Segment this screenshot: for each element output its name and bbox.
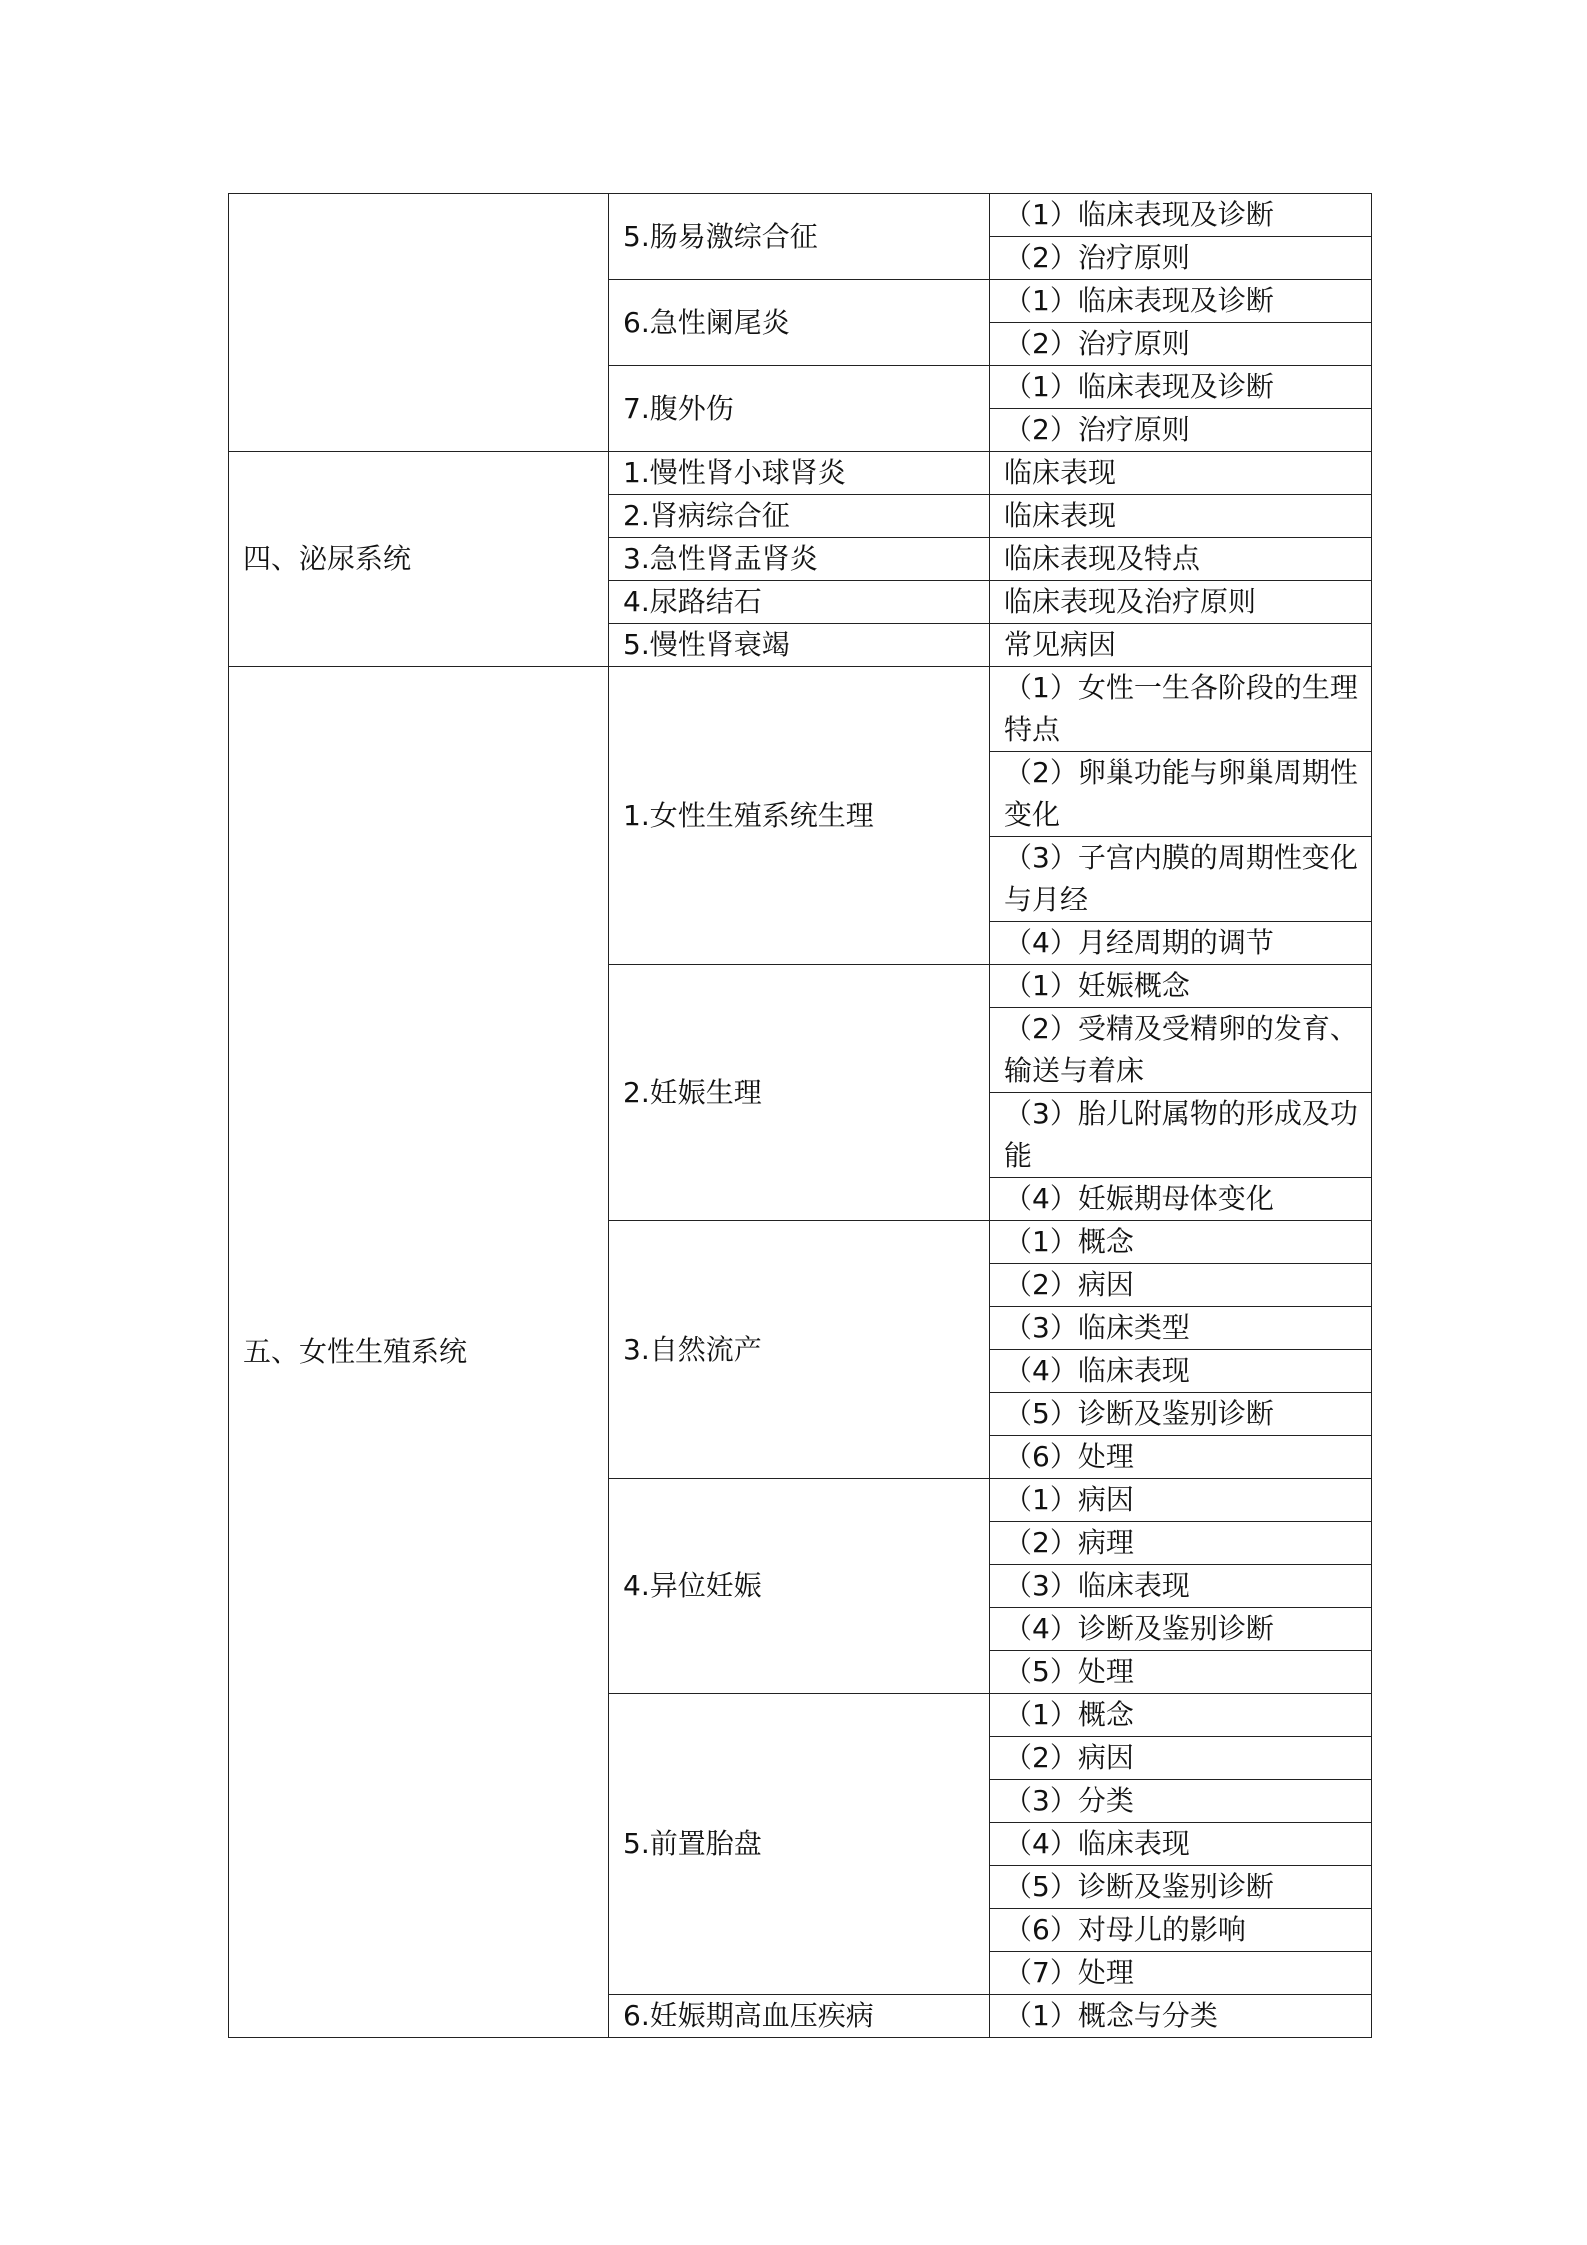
topic-cell: 7.腹外伤	[609, 366, 990, 452]
item-cell: （5）诊断及鉴别诊断	[990, 1393, 1372, 1436]
syllabus-table	[228, 193, 1372, 2038]
item-cell: （1）病因	[990, 1479, 1372, 1522]
topic-cell: 3.急性肾盂肾炎	[609, 538, 990, 581]
table-row	[229, 194, 1372, 237]
topic-cell: 1.慢性肾小球肾炎	[609, 452, 990, 495]
item-cell: （2）病因	[990, 1264, 1372, 1307]
item-cell: （4）月经周期的调节	[990, 922, 1372, 965]
topic-cell: 5.慢性肾衰竭	[609, 624, 990, 667]
item-cell: 临床表现及特点	[990, 538, 1372, 581]
item-cell: （5）诊断及鉴别诊断	[990, 1866, 1372, 1909]
item-cell: （1）临床表现及诊断	[990, 366, 1372, 409]
item-cell: （4）临床表现	[990, 1823, 1372, 1866]
item-cell: （2）病理	[990, 1522, 1372, 1565]
item-cell: （4）诊断及鉴别诊断	[990, 1608, 1372, 1651]
item-cell: （4）临床表现	[990, 1350, 1372, 1393]
item-cell: （1）妊娠概念	[990, 965, 1372, 1008]
item-cell: （5）处理	[990, 1651, 1372, 1694]
item-cell: （3）临床表现	[990, 1565, 1372, 1608]
item-cell: （3）子宫内膜的周期性变化与月经	[990, 837, 1372, 922]
item-cell: （2）治疗原则	[990, 409, 1372, 452]
item-cell: （1）女性一生各阶段的生理特点	[990, 667, 1372, 752]
table-row	[229, 667, 1372, 752]
item-cell: （4）妊娠期母体变化	[990, 1178, 1372, 1221]
item-cell: 临床表现	[990, 452, 1372, 495]
item-cell: （1）概念	[990, 1221, 1372, 1264]
topic-cell: 4.尿路结石	[609, 581, 990, 624]
item-cell: 临床表现	[990, 495, 1372, 538]
topic-cell: 1.女性生殖系统生理	[609, 667, 990, 965]
item-cell: （2）治疗原则	[990, 237, 1372, 280]
topic-cell: 6.妊娠期高血压疾病	[609, 1995, 990, 2038]
topic-cell: 5.肠易激综合征	[609, 194, 990, 280]
item-cell: （3）胎儿附属物的形成及功能	[990, 1093, 1372, 1178]
item-cell: （1）概念	[990, 1694, 1372, 1737]
item-cell: （3）临床类型	[990, 1307, 1372, 1350]
topic-cell: 6.急性阑尾炎	[609, 280, 990, 366]
topic-cell: 2.妊娠生理	[609, 965, 990, 1221]
topic-cell: 5.前置胎盘	[609, 1694, 990, 1995]
item-cell: 常见病因	[990, 624, 1372, 667]
item-cell: （6）处理	[990, 1436, 1372, 1479]
topic-cell: 4.异位妊娠	[609, 1479, 990, 1694]
item-cell: （2）受精及受精卵的发育、输送与着床	[990, 1008, 1372, 1093]
item-cell: 临床表现及治疗原则	[990, 581, 1372, 624]
category-cell	[229, 194, 609, 452]
item-cell: （6）对母儿的影响	[990, 1909, 1372, 1952]
category-cell: 四、泌尿系统	[229, 452, 609, 667]
item-cell: （3）分类	[990, 1780, 1372, 1823]
item-cell: （1）概念与分类	[990, 1995, 1372, 2038]
syllabus-table-body	[229, 194, 1372, 2038]
item-cell: （2）卵巢功能与卵巢周期性变化	[990, 752, 1372, 837]
category-cell: 五、女性生殖系统	[229, 667, 609, 2038]
topic-cell: 3.自然流产	[609, 1221, 990, 1479]
topic-cell: 2.肾病综合征	[609, 495, 990, 538]
item-cell: （1）临床表现及诊断	[990, 194, 1372, 237]
item-cell: （2）治疗原则	[990, 323, 1372, 366]
item-cell: （2）病因	[990, 1737, 1372, 1780]
table-row	[229, 452, 1372, 495]
item-cell: （7）处理	[990, 1952, 1372, 1995]
item-cell: （1）临床表现及诊断	[990, 280, 1372, 323]
